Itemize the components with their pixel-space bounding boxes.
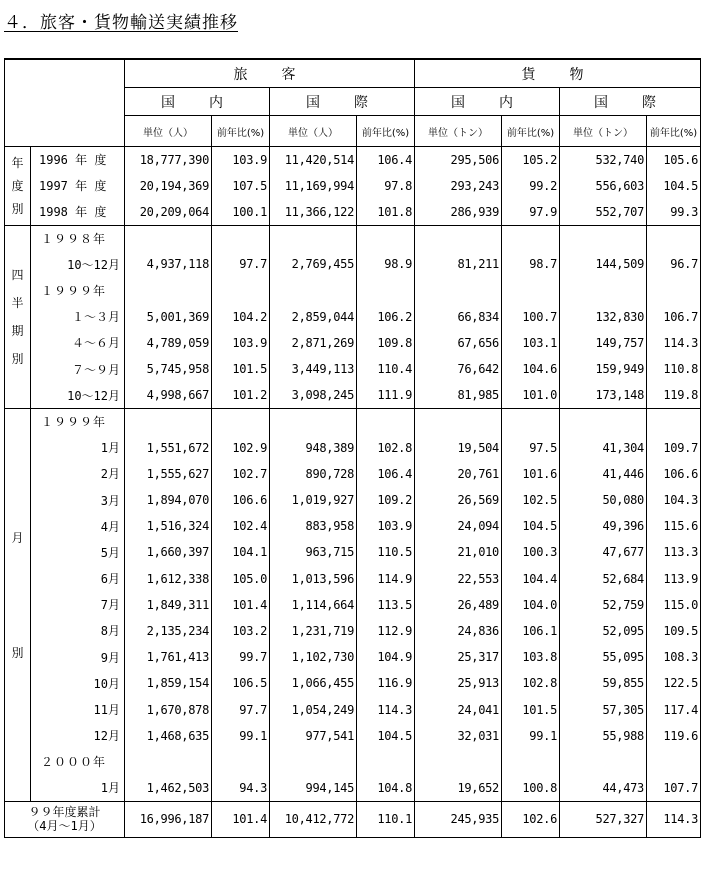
table-row xyxy=(5,723,701,749)
yoy-cell: 116.9 xyxy=(357,670,415,696)
yoy-cell: 98.7 xyxy=(502,251,560,277)
row-label: 7月 xyxy=(31,592,125,618)
yoy-cell: 104.5 xyxy=(502,513,560,539)
table-row xyxy=(5,173,701,199)
yoy-cell: 98.9 xyxy=(357,251,415,277)
section-label-quarterly-char: 半 xyxy=(11,296,24,311)
value-cell: 26,489 xyxy=(415,592,502,618)
yoy-cell: 109.2 xyxy=(357,487,415,513)
value-cell: 4,998,667 xyxy=(125,382,212,408)
yoy-cell: 99.3 xyxy=(647,199,701,225)
table-row xyxy=(5,147,701,173)
yoy-cell: 102.4 xyxy=(212,513,270,539)
yoy-cell: 101.8 xyxy=(357,199,415,225)
row-label: 1997 年 度 xyxy=(31,173,125,199)
unit-ton: 単位（トン） xyxy=(560,116,647,147)
empty-cell xyxy=(560,749,647,775)
yoy-cell: 115.6 xyxy=(647,513,701,539)
yoy-cell: 107.5 xyxy=(212,173,270,199)
table-row xyxy=(5,487,701,513)
empty-cell xyxy=(647,225,701,251)
empty-cell xyxy=(560,408,647,434)
table-row xyxy=(5,225,701,251)
yoy-cell: 102.8 xyxy=(357,435,415,461)
value-cell: 2,859,044 xyxy=(270,304,357,330)
yoy-cell: 102.7 xyxy=(212,461,270,487)
yoy-cell: 104.6 xyxy=(502,356,560,382)
total-label-line1: ９９年度累計 xyxy=(28,805,101,820)
yoy-cell: 104.3 xyxy=(647,487,701,513)
empty-cell xyxy=(415,277,502,303)
table-row xyxy=(5,251,701,277)
yoy-cell: 113.3 xyxy=(647,539,701,565)
table-row xyxy=(5,749,701,775)
value-cell: 173,148 xyxy=(560,382,647,408)
table-row xyxy=(5,513,701,539)
empty-cell xyxy=(212,749,270,775)
empty-cell xyxy=(270,749,357,775)
value-cell: 19,652 xyxy=(415,775,502,801)
value-cell: 1,859,154 xyxy=(125,670,212,696)
value-cell: 295,506 xyxy=(415,147,502,173)
header-passenger: 旅 客 xyxy=(125,59,415,88)
row-label: 1996 年 度 xyxy=(31,147,125,173)
row-label: 8月 xyxy=(31,618,125,644)
value-cell: 890,728 xyxy=(270,461,357,487)
yoy-cell: 122.5 xyxy=(647,670,701,696)
empty-cell xyxy=(270,277,357,303)
row-label: 5月 xyxy=(31,539,125,565)
unit-yoy: 前年比(%) xyxy=(647,116,701,147)
yoy-cell: 101.4 xyxy=(212,592,270,618)
yoy-cell: 104.0 xyxy=(502,592,560,618)
yoy-cell: 113.9 xyxy=(647,566,701,592)
table-row xyxy=(5,461,701,487)
row-label: 10～12月 xyxy=(31,382,125,408)
value-cell: 2,871,269 xyxy=(270,330,357,356)
row-label: 10～12月 xyxy=(31,251,125,277)
yoy-cell: 97.5 xyxy=(502,435,560,461)
yoy-cell: 103.9 xyxy=(212,147,270,173)
yoy-cell: 105.2 xyxy=(502,147,560,173)
yoy-cell: 99.7 xyxy=(212,644,270,670)
yoy-cell: 106.7 xyxy=(647,304,701,330)
value-cell: 10,412,772 xyxy=(270,801,357,837)
value-cell: 4,789,059 xyxy=(125,330,212,356)
page-title: ４．旅客・貨物輸送実績推移 xyxy=(4,13,238,33)
yoy-cell: 101.4 xyxy=(212,801,270,837)
empty-cell xyxy=(357,277,415,303)
value-cell: 25,317 xyxy=(415,644,502,670)
yoy-cell: 100.1 xyxy=(212,199,270,225)
value-cell: 1,761,413 xyxy=(125,644,212,670)
empty-cell xyxy=(357,225,415,251)
yoy-cell: 100.7 xyxy=(502,304,560,330)
value-cell: 1,013,596 xyxy=(270,566,357,592)
empty-cell xyxy=(415,225,502,251)
row-label: 1998 年 度 xyxy=(31,199,125,225)
value-cell: 11,169,994 xyxy=(270,173,357,199)
value-cell: 24,041 xyxy=(415,696,502,722)
yoy-cell: 100.3 xyxy=(502,539,560,565)
value-cell: 532,740 xyxy=(560,147,647,173)
yoy-cell: 104.5 xyxy=(647,173,701,199)
value-cell: 144,509 xyxy=(560,251,647,277)
yoy-cell: 104.9 xyxy=(357,644,415,670)
row-label: ７～９月 xyxy=(31,356,125,382)
value-cell: 963,715 xyxy=(270,539,357,565)
unit-yoy: 前年比(%) xyxy=(502,116,560,147)
yoy-cell: 106.6 xyxy=(647,461,701,487)
value-cell: 245,935 xyxy=(415,801,502,837)
value-cell: 81,985 xyxy=(415,382,502,408)
yoy-cell: 100.8 xyxy=(502,775,560,801)
row-label: 12月 xyxy=(31,723,125,749)
unit-person: 単位（人） xyxy=(125,116,212,147)
empty-cell xyxy=(647,277,701,303)
empty-cell xyxy=(125,749,212,775)
yoy-cell: 104.4 xyxy=(502,566,560,592)
empty-cell xyxy=(502,749,560,775)
value-cell: 1,462,503 xyxy=(125,775,212,801)
row-label: １～３月 xyxy=(31,304,125,330)
table-row xyxy=(5,277,701,303)
row-label: 10月 xyxy=(31,670,125,696)
value-cell: 22,553 xyxy=(415,566,502,592)
value-cell: 52,684 xyxy=(560,566,647,592)
value-cell: 1,660,397 xyxy=(125,539,212,565)
value-cell: 81,211 xyxy=(415,251,502,277)
value-cell: 293,243 xyxy=(415,173,502,199)
value-cell: 32,031 xyxy=(415,723,502,749)
table-row xyxy=(5,199,701,225)
empty-cell xyxy=(125,277,212,303)
row-label: 11月 xyxy=(31,696,125,722)
yoy-cell: 103.2 xyxy=(212,618,270,644)
total-label xyxy=(5,801,125,837)
value-cell: 5,001,369 xyxy=(125,304,212,330)
section-label-annual xyxy=(5,147,31,226)
empty-cell xyxy=(357,408,415,434)
yoy-cell: 109.7 xyxy=(647,435,701,461)
yoy-cell: 106.4 xyxy=(357,147,415,173)
value-cell: 4,937,118 xyxy=(125,251,212,277)
table-row xyxy=(5,435,701,461)
year-heading: １９９８年 xyxy=(31,225,125,251)
value-cell: 49,396 xyxy=(560,513,647,539)
yoy-cell: 96.7 xyxy=(647,251,701,277)
table-row xyxy=(5,330,701,356)
value-cell: 41,304 xyxy=(560,435,647,461)
value-cell: 24,094 xyxy=(415,513,502,539)
row-label: 6月 xyxy=(31,566,125,592)
value-cell: 1,612,338 xyxy=(125,566,212,592)
yoy-cell: 101.6 xyxy=(502,461,560,487)
row-label: ４～６月 xyxy=(31,330,125,356)
yoy-cell: 102.9 xyxy=(212,435,270,461)
section-label-quarterly-char: 期 xyxy=(11,324,24,339)
value-cell: 5,745,958 xyxy=(125,356,212,382)
table-row xyxy=(5,382,701,408)
yoy-cell: 111.9 xyxy=(357,382,415,408)
yoy-cell: 110.8 xyxy=(647,356,701,382)
section-label-annual-char: 年 xyxy=(11,156,24,171)
yoy-cell: 104.5 xyxy=(357,723,415,749)
corner-cell xyxy=(5,59,125,147)
yoy-cell: 114.3 xyxy=(357,696,415,722)
row-label: 9月 xyxy=(31,644,125,670)
value-cell: 948,389 xyxy=(270,435,357,461)
value-cell: 3,098,245 xyxy=(270,382,357,408)
header-cargo: 貨 物 xyxy=(415,59,701,88)
empty-cell xyxy=(560,277,647,303)
value-cell: 19,504 xyxy=(415,435,502,461)
yoy-cell: 103.8 xyxy=(502,644,560,670)
value-cell: 1,066,455 xyxy=(270,670,357,696)
value-cell: 1,516,324 xyxy=(125,513,212,539)
value-cell: 3,449,113 xyxy=(270,356,357,382)
yoy-cell: 106.1 xyxy=(502,618,560,644)
value-cell: 552,707 xyxy=(560,199,647,225)
empty-cell xyxy=(212,225,270,251)
yoy-cell: 97.9 xyxy=(502,199,560,225)
value-cell: 286,939 xyxy=(415,199,502,225)
header-cargo-international: 国 際 xyxy=(560,88,701,116)
year-heading: １９９９年 xyxy=(31,408,125,434)
value-cell: 50,080 xyxy=(560,487,647,513)
header-passenger-domestic: 国 内 xyxy=(125,88,270,116)
section-label-monthly-char: 別 xyxy=(11,645,24,660)
empty-cell xyxy=(415,408,502,434)
yoy-cell: 119.8 xyxy=(647,382,701,408)
value-cell: 2,769,455 xyxy=(270,251,357,277)
yoy-cell: 101.5 xyxy=(502,696,560,722)
value-cell: 994,145 xyxy=(270,775,357,801)
unit-yoy: 前年比(%) xyxy=(212,116,270,147)
table-row xyxy=(5,670,701,696)
value-cell: 25,913 xyxy=(415,670,502,696)
value-cell: 1,054,249 xyxy=(270,696,357,722)
empty-cell xyxy=(125,225,212,251)
yoy-cell: 101.5 xyxy=(212,356,270,382)
row-label: 1月 xyxy=(31,435,125,461)
yoy-cell: 110.4 xyxy=(357,356,415,382)
yoy-cell: 119.6 xyxy=(647,723,701,749)
value-cell: 21,010 xyxy=(415,539,502,565)
yoy-cell: 105.0 xyxy=(212,566,270,592)
yoy-cell: 107.7 xyxy=(647,775,701,801)
yoy-cell: 103.9 xyxy=(212,330,270,356)
yoy-cell: 97.8 xyxy=(357,173,415,199)
section-label-quarterly-char: 四 xyxy=(11,268,24,283)
table-row xyxy=(5,644,701,670)
total-row xyxy=(5,801,701,837)
value-cell: 159,949 xyxy=(560,356,647,382)
value-cell: 57,305 xyxy=(560,696,647,722)
yoy-cell: 94.3 xyxy=(212,775,270,801)
unit-yoy: 前年比(%) xyxy=(357,116,415,147)
value-cell: 1,468,635 xyxy=(125,723,212,749)
yoy-cell: 104.2 xyxy=(212,304,270,330)
yoy-cell: 97.7 xyxy=(212,251,270,277)
section-label-annual-char: 別 xyxy=(11,202,24,217)
value-cell: 11,420,514 xyxy=(270,147,357,173)
value-cell: 20,194,369 xyxy=(125,173,212,199)
empty-cell xyxy=(415,749,502,775)
value-cell: 76,642 xyxy=(415,356,502,382)
row-label: 2月 xyxy=(31,461,125,487)
empty-cell xyxy=(502,225,560,251)
yoy-cell: 104.1 xyxy=(212,539,270,565)
yoy-cell: 104.8 xyxy=(357,775,415,801)
value-cell: 41,446 xyxy=(560,461,647,487)
yoy-cell: 115.0 xyxy=(647,592,701,618)
value-cell: 1,114,664 xyxy=(270,592,357,618)
yoy-cell: 99.1 xyxy=(212,723,270,749)
empty-cell xyxy=(502,277,560,303)
section-label-monthly xyxy=(5,408,31,801)
yoy-cell: 110.5 xyxy=(357,539,415,565)
yoy-cell: 99.1 xyxy=(502,723,560,749)
yoy-cell: 97.7 xyxy=(212,696,270,722)
value-cell: 149,757 xyxy=(560,330,647,356)
yoy-cell: 101.2 xyxy=(212,382,270,408)
yoy-cell: 106.2 xyxy=(357,304,415,330)
yoy-cell: 113.5 xyxy=(357,592,415,618)
yoy-cell: 102.8 xyxy=(502,670,560,696)
year-heading: １９９９年 xyxy=(31,277,125,303)
value-cell: 1,849,311 xyxy=(125,592,212,618)
header-passenger-international: 国 際 xyxy=(270,88,415,116)
value-cell: 26,569 xyxy=(415,487,502,513)
table-row xyxy=(5,775,701,801)
table-row xyxy=(5,696,701,722)
yoy-cell: 106.5 xyxy=(212,670,270,696)
yoy-cell: 105.6 xyxy=(647,147,701,173)
yoy-cell: 114.9 xyxy=(357,566,415,592)
table-row xyxy=(5,356,701,382)
value-cell: 1,019,927 xyxy=(270,487,357,513)
row-label: 3月 xyxy=(31,487,125,513)
section-label-quarterly xyxy=(5,225,31,408)
row-label: 1月 xyxy=(31,775,125,801)
header-cargo-domestic: 国 内 xyxy=(415,88,560,116)
value-cell: 18,777,390 xyxy=(125,147,212,173)
section-label-annual-char: 度 xyxy=(11,179,24,194)
yoy-cell: 99.2 xyxy=(502,173,560,199)
empty-cell xyxy=(212,408,270,434)
value-cell: 55,988 xyxy=(560,723,647,749)
value-cell: 66,834 xyxy=(415,304,502,330)
value-cell: 132,830 xyxy=(560,304,647,330)
value-cell: 20,761 xyxy=(415,461,502,487)
yoy-cell: 102.6 xyxy=(502,801,560,837)
value-cell: 16,996,187 xyxy=(125,801,212,837)
value-cell: 1,102,730 xyxy=(270,644,357,670)
empty-cell xyxy=(125,408,212,434)
table-row xyxy=(5,304,701,330)
table-row xyxy=(5,592,701,618)
table-row xyxy=(5,408,701,434)
yoy-cell: 102.5 xyxy=(502,487,560,513)
value-cell: 2,135,234 xyxy=(125,618,212,644)
yoy-cell: 114.3 xyxy=(647,330,701,356)
section-label-quarterly-char: 別 xyxy=(11,352,24,367)
total-label-line2: （4月～1月） xyxy=(27,819,102,834)
value-cell: 556,603 xyxy=(560,173,647,199)
value-cell: 1,555,627 xyxy=(125,461,212,487)
row-label: 4月 xyxy=(31,513,125,539)
value-cell: 1,894,070 xyxy=(125,487,212,513)
yoy-cell: 114.3 xyxy=(647,801,701,837)
yoy-cell: 112.9 xyxy=(357,618,415,644)
value-cell: 977,541 xyxy=(270,723,357,749)
yoy-cell: 117.4 xyxy=(647,696,701,722)
value-cell: 59,855 xyxy=(560,670,647,696)
table-row xyxy=(5,566,701,592)
value-cell: 20,209,064 xyxy=(125,199,212,225)
value-cell: 24,836 xyxy=(415,618,502,644)
value-cell: 11,366,122 xyxy=(270,199,357,225)
value-cell: 1,231,719 xyxy=(270,618,357,644)
yoy-cell: 109.5 xyxy=(647,618,701,644)
value-cell: 52,095 xyxy=(560,618,647,644)
value-cell: 67,656 xyxy=(415,330,502,356)
empty-cell xyxy=(270,408,357,434)
empty-cell xyxy=(502,408,560,434)
yoy-cell: 101.0 xyxy=(502,382,560,408)
yoy-cell: 103.9 xyxy=(357,513,415,539)
empty-cell xyxy=(647,749,701,775)
empty-cell xyxy=(357,749,415,775)
value-cell: 527,327 xyxy=(560,801,647,837)
empty-cell xyxy=(270,225,357,251)
value-cell: 1,670,878 xyxy=(125,696,212,722)
value-cell: 47,677 xyxy=(560,539,647,565)
section-label-monthly-char: 月 xyxy=(11,530,24,545)
yoy-cell: 109.8 xyxy=(357,330,415,356)
transport-stats-table xyxy=(4,58,701,838)
yoy-cell: 103.1 xyxy=(502,330,560,356)
value-cell: 52,759 xyxy=(560,592,647,618)
yoy-cell: 110.1 xyxy=(357,801,415,837)
unit-person: 単位（人） xyxy=(270,116,357,147)
value-cell: 883,958 xyxy=(270,513,357,539)
table-row xyxy=(5,618,701,644)
value-cell: 1,551,672 xyxy=(125,435,212,461)
unit-ton: 単位（トン） xyxy=(415,116,502,147)
value-cell: 55,095 xyxy=(560,644,647,670)
value-cell: 44,473 xyxy=(560,775,647,801)
table-row xyxy=(5,539,701,565)
empty-cell xyxy=(560,225,647,251)
yoy-cell: 106.6 xyxy=(212,487,270,513)
empty-cell xyxy=(212,277,270,303)
yoy-cell: 106.4 xyxy=(357,461,415,487)
empty-cell xyxy=(647,408,701,434)
yoy-cell: 108.3 xyxy=(647,644,701,670)
year-heading: ２０００年 xyxy=(31,749,125,775)
